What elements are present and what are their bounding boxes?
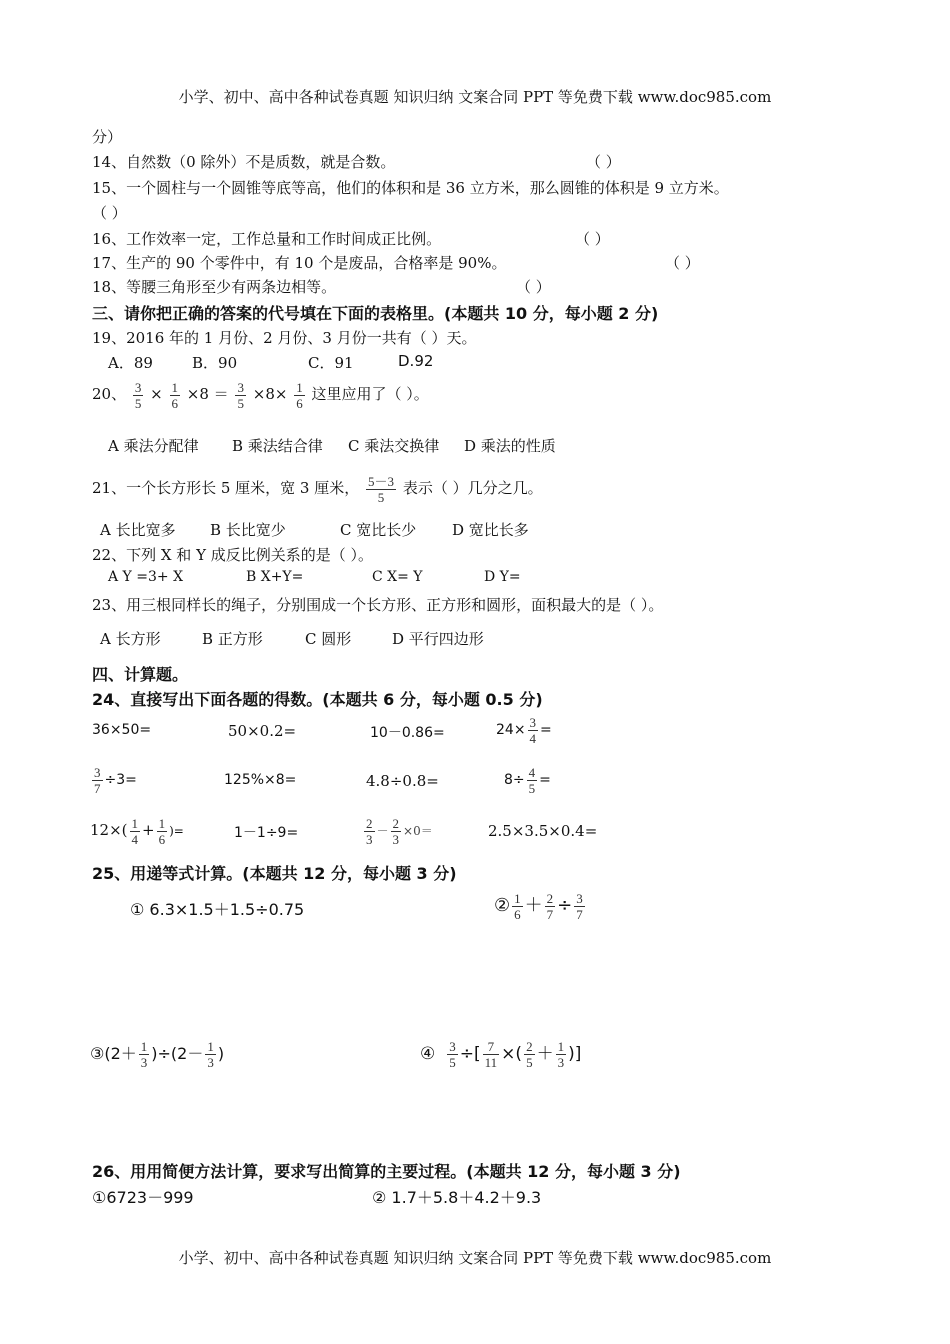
q20-f2-den: 6	[171, 395, 179, 411]
q23-opt-a[interactable]: A 长方形	[100, 630, 161, 648]
q25-p2-f1	[512, 891, 523, 922]
q25-p2-f3	[574, 891, 585, 922]
question-23: 23、用三根同样长的绳子，分别围成一个长方形、正方形和圆形，面积最大的是（ ）。	[92, 596, 664, 614]
q25-p2-f2	[545, 891, 556, 922]
q25-p2-op1: ＋	[524, 895, 543, 916]
q21-f-num: 5－3	[368, 473, 395, 489]
q25-p3-f1-num: 1	[140, 1039, 148, 1054]
q19-opt-b[interactable]: B．90	[192, 354, 238, 372]
answer-paren-15[interactable]: （ ）	[92, 204, 127, 222]
q25-p2-f1-den: 6	[514, 906, 521, 922]
q20-f1-den: 5	[134, 395, 142, 411]
q22-opt-c[interactable]: C X= Y	[372, 569, 423, 585]
answer-paren-17[interactable]: （ ）	[665, 254, 700, 272]
q24-r2-2: 125%×8=	[224, 772, 297, 788]
q25-p1: ① 6.3×1.5＋1.5÷0.75	[130, 900, 305, 919]
answer-paren-14[interactable]: （ ）	[586, 153, 621, 171]
q24-r1-4-den: 4	[529, 730, 537, 746]
q24-title: 24、直接写出下面各题的得数。(本题共 6 分，每小题 0.5 分)	[92, 690, 543, 709]
question-14: 14、自然数（0 除外）不是质数，就是合数。	[92, 153, 396, 171]
q24-r2-4-eq: =	[539, 772, 551, 788]
q25-p4	[420, 1034, 581, 1074]
q25-p4-pre: ④	[420, 1044, 436, 1064]
q25-p3-f2-num: 1	[207, 1039, 214, 1054]
q25-p3-f1	[139, 1039, 150, 1070]
answer-paren-18[interactable]: （ ）	[516, 278, 551, 296]
q21-opt-c[interactable]: C 宽比长少	[340, 521, 417, 539]
q24-r3-1-f1	[130, 816, 141, 847]
q25-p4-f1-den: 5	[449, 1054, 456, 1070]
q25-p3-f2	[205, 1039, 216, 1070]
q24-r1-4-num: 3	[529, 714, 537, 730]
question-16: 16、工作效率一定，工作总量和工作时间成正比例。	[92, 230, 442, 248]
q25-p3-a: ③(2＋	[90, 1044, 137, 1063]
q21-opt-a[interactable]: A 长比宽多	[100, 521, 176, 539]
q20-prefix: 20、	[92, 385, 127, 403]
page-footer: 小学、初中、高中各种试卷真题 知识归纳 文案合同 PPT 等免费下载 www.doc985.com	[178, 1249, 772, 1267]
q24-r2-1-post: ÷3=	[104, 772, 137, 788]
question-17: 17、生产的 90 个零件中，有 10 个是废品，合格率是 90%。	[92, 254, 507, 272]
q25-p4-f1-num: 3	[449, 1038, 456, 1054]
q25-p3-f1-den: 3	[140, 1055, 148, 1070]
q20-opt-a[interactable]: A 乘法分配律	[108, 437, 199, 455]
q25-p2-f2-num: 2	[546, 890, 554, 906]
q25-p2-f3-num: 3	[576, 890, 583, 906]
q20-op-2: ×8 ＝	[186, 385, 229, 403]
q24-r2-1-den: 7	[94, 780, 101, 796]
q22-opt-d[interactable]: D Y=	[484, 569, 521, 585]
q24-r2-1-num: 3	[94, 764, 101, 780]
q21-frac	[366, 474, 396, 505]
q26-p1: ①6723－999	[92, 1188, 194, 1207]
q25-p4-f3-num: 2	[526, 1038, 533, 1054]
q21-f-den: 5	[377, 489, 385, 505]
q25-title: 25、用递等式计算。(本题共 12 分，每小题 3 分)	[92, 864, 457, 883]
q24-r3-1-b: )=	[169, 824, 184, 838]
q21-prefix: 21、一个长方形长 5 厘米，宽 3 厘米，	[92, 479, 360, 497]
q24-r1-4-eq: =	[540, 722, 552, 738]
q24-r2-4-frac	[527, 765, 538, 796]
q20-f2-num: 1	[171, 379, 179, 395]
q24-r3-1-a: 12×(	[90, 821, 128, 839]
q26-title: 26、用用简便方法计算，要求写出简算的主要过程。(本题共 12 分，每小题 3 分)	[92, 1162, 681, 1181]
q24-r1-1: 36×50=	[92, 722, 152, 738]
q25-p4-f4	[556, 1039, 567, 1070]
question-18: 18、等腰三角形至少有两条边相等。	[92, 278, 337, 296]
q24-r3-1-f2-den: 6	[158, 831, 166, 847]
question-22: 22、下列 X 和 Y 成反比例关系的是（ ）。	[92, 546, 374, 564]
q24-r3-1-f2-num: 1	[158, 815, 166, 831]
q25-p4-f3	[524, 1039, 535, 1070]
q20-f3-den: 5	[237, 395, 244, 411]
q25-p2-pre: ②	[494, 895, 511, 916]
q24-r3-3-f1-num: 2	[366, 815, 373, 831]
q24-r3-1	[90, 812, 184, 849]
q20-f3-num: 3	[237, 379, 244, 395]
q25-p4-a: ÷[	[459, 1044, 481, 1064]
q24-r3-3-f1	[364, 816, 375, 847]
q25-p4-f4-num: 1	[557, 1038, 565, 1054]
q24-r3-3-f2-den: 3	[392, 831, 400, 847]
q20-opt-d[interactable]: D 乘法的性质	[464, 437, 556, 455]
q25-p4-c: ＋	[536, 1044, 554, 1064]
q20-suffix: 这里应用了（ ）。	[311, 385, 429, 403]
q24-r3-3-minus: －	[376, 824, 389, 838]
q24-r3-3-post: ×0＝	[403, 824, 433, 838]
q23-opt-b[interactable]: B 正方形	[202, 630, 263, 648]
q25-p2-f1-num: 1	[514, 890, 521, 906]
q20-frac-1	[133, 380, 144, 411]
q22-opt-b[interactable]: B X+Y=	[246, 569, 304, 585]
question-15: 15、一个圆柱与一个圆锥等底等高，他们的体积和是 36 立方米，那么圆锥的体积是 9 立方米。	[92, 179, 729, 197]
q25-p4-f2-num: 7	[483, 1039, 500, 1055]
q24-r3-1-f1-num: 1	[131, 815, 139, 831]
q20-op-3: ×8×	[252, 385, 288, 403]
q24-r2-3: 4.8÷0.8=	[366, 772, 439, 790]
q24-r3-1-plus: +	[142, 821, 155, 839]
q24-r1-3: 10－0.86=	[370, 725, 445, 741]
q24-r3-1-f2	[157, 816, 168, 847]
answer-paren-16[interactable]: （ ）	[575, 230, 610, 248]
q24-r2-4-pre: 8÷	[504, 772, 525, 788]
q24-r3-1-f1-den: 4	[131, 831, 139, 847]
q20-f1-num: 3	[134, 379, 142, 395]
q20-frac-3	[235, 380, 246, 411]
q25-p3-f2-den: 3	[207, 1055, 214, 1070]
q21-opt-b[interactable]: B 长比宽少	[210, 521, 286, 539]
q24-r1-4	[496, 712, 552, 748]
q24-r1-4-pre: 24×	[496, 722, 526, 738]
q24-r3-3-f1-den: 3	[366, 831, 373, 847]
q20-f4-num: 1	[296, 379, 303, 395]
q24-r1-4-frac	[528, 715, 539, 746]
question-21	[92, 470, 543, 506]
q25-p4-f1	[447, 1039, 458, 1070]
q25-p3-c: )	[217, 1044, 225, 1063]
q19-opt-a[interactable]: A．89	[108, 354, 153, 372]
q20-frac-2	[170, 380, 181, 411]
q25-p4-f2-den: 11	[484, 1054, 498, 1070]
q24-r3-3-f2-num: 2	[392, 815, 400, 831]
q23-opt-c[interactable]: C 圆形	[305, 630, 352, 648]
question-19: 19、2016 年的 1 月份、2 月份、3 月份一共有（ ）天。	[92, 329, 477, 347]
q24-r2-1	[90, 762, 137, 798]
q20-opt-c[interactable]: C 乘法交换律	[348, 437, 440, 455]
section-4-title: 四、计算题。	[92, 665, 189, 684]
q24-r3-2: 1－1÷9=	[234, 825, 299, 841]
q24-r2-1-frac	[92, 765, 103, 796]
q20-f4-den: 6	[296, 395, 303, 411]
q24-r2-4-num: 4	[528, 764, 536, 780]
q24-r3-3-f2	[391, 816, 402, 847]
q25-p4-f3-den: 5	[526, 1054, 533, 1070]
question-20	[92, 376, 429, 412]
q25-p4-f4-den: 3	[557, 1054, 565, 1070]
q24-r3-4: 2.5×3.5×0.4=	[488, 822, 598, 840]
continued-text: 分）	[92, 128, 123, 146]
q23-opt-d[interactable]: D 平行四边形	[392, 630, 484, 648]
q24-r2-4-den: 5	[528, 780, 536, 796]
q25-p2-op2: ÷	[557, 895, 573, 916]
q19-opt-d[interactable]: D.92	[398, 352, 434, 370]
q24-r1-2: 50×0.2=	[228, 722, 297, 740]
q25-p2-f2-den: 7	[546, 906, 554, 922]
q25-p4-f2	[483, 1039, 500, 1070]
q25-p4-d: )]	[568, 1044, 582, 1064]
q20-frac-4	[294, 380, 305, 411]
page-header: 小学、初中、高中各种试卷真题 知识归纳 文案合同 PPT 等免费下载 www.doc985.com	[178, 88, 772, 106]
q24-r3-3	[362, 812, 433, 849]
q19-opt-c[interactable]: C．91	[308, 354, 354, 372]
q25-p2-f3-den: 7	[576, 906, 583, 922]
q21-suffix: 表示（ ）几分之几。	[402, 479, 543, 497]
q21-opt-d[interactable]: D 宽比长多	[452, 521, 529, 539]
q25-p2	[494, 886, 587, 926]
q20-op-1: ×	[150, 385, 163, 403]
q25-p4-b: ×(	[501, 1044, 523, 1064]
q26-p2: ② 1.7＋5.8＋4.2＋9.3	[372, 1188, 542, 1207]
q20-opt-b[interactable]: B 乘法结合律	[232, 437, 323, 455]
q25-p3-b: )÷(2－	[151, 1044, 204, 1063]
q24-r2-4	[504, 762, 551, 798]
q25-p3	[90, 1034, 224, 1074]
section-3-title: 三、请你把正确的答案的代号填在下面的表格里。(本题共 10 分，每小题 2 分)	[92, 304, 659, 323]
q22-opt-a[interactable]: A Y =3+ X	[108, 569, 184, 585]
